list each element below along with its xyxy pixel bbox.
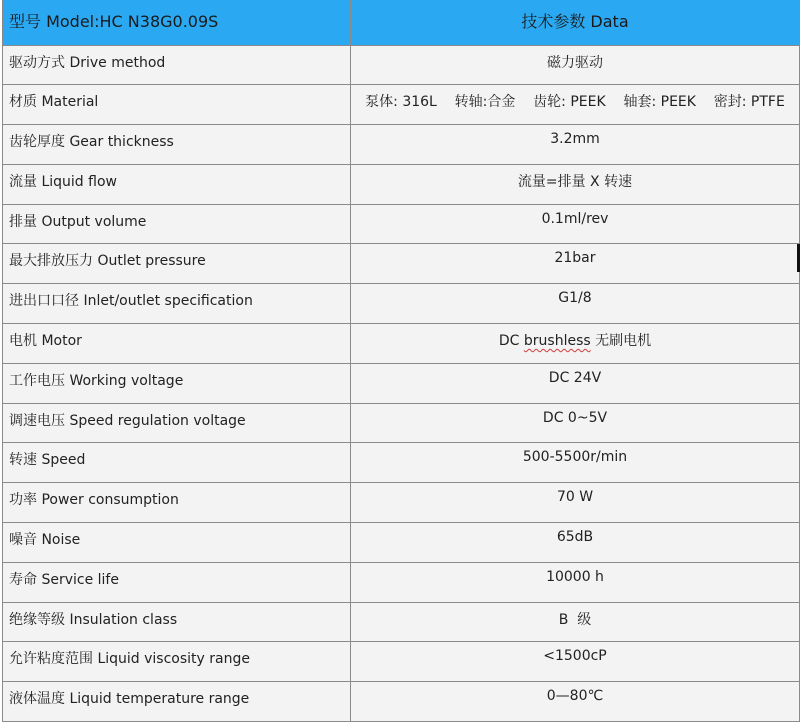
row-value-viscosity: <1500cP xyxy=(351,642,800,682)
table-row xyxy=(3,403,800,443)
row-value-working-voltage: DC 24V xyxy=(351,363,800,403)
table-row xyxy=(3,682,800,722)
table-row xyxy=(3,85,800,125)
table-row xyxy=(3,324,800,364)
motor-value-cn: 无刷电机 xyxy=(590,333,652,350)
row-label-speed: 转速 Speed xyxy=(3,443,351,483)
table-row xyxy=(3,562,800,602)
row-label-inlet-outlet: 进出口口径 Inlet/outlet specification xyxy=(3,284,351,324)
row-label-temperature: 液体温度 Liquid temperature range xyxy=(3,682,351,722)
table-row xyxy=(3,284,800,324)
row-value-drive-method: 磁力驱动 xyxy=(351,45,800,85)
row-value-noise: 65dB xyxy=(351,523,800,563)
row-label-output-volume: 排量 Output volume xyxy=(3,204,351,244)
row-label-power: 功率 Power consumption xyxy=(3,483,351,523)
table-row xyxy=(3,483,800,523)
spec-table xyxy=(2,0,800,722)
row-label-insulation: 绝缘等级 Insulation class xyxy=(3,602,351,642)
row-label-drive-method: 驱动方式 Drive method xyxy=(3,45,351,85)
row-label-noise: 噪音 Noise xyxy=(3,523,351,563)
table-row xyxy=(3,363,800,403)
row-label-outlet-pressure: 最大排放压力 Outlet pressure xyxy=(3,244,351,284)
row-value-output-volume: 0.1ml/rev xyxy=(351,204,800,244)
table-row xyxy=(3,642,800,682)
table-header-row xyxy=(3,0,800,45)
motor-value-dc: DC xyxy=(498,333,524,350)
table-row xyxy=(3,443,800,483)
row-label-liquid-flow: 流量 Liquid flow xyxy=(3,164,351,204)
table-row xyxy=(3,204,800,244)
table-row xyxy=(3,45,800,85)
row-value-power: 70 W xyxy=(351,483,800,523)
table-row xyxy=(3,164,800,204)
data-header: 技术参数 Data xyxy=(351,0,800,45)
row-label-viscosity: 允许粘度范围 Liquid viscosity range xyxy=(3,642,351,682)
row-value-liquid-flow: 流量=排量 X 转速 xyxy=(351,164,800,204)
row-value-insulation: B 级 xyxy=(351,602,800,642)
row-label-speed-regulation: 调速电压 Speed regulation voltage xyxy=(3,403,351,443)
row-value-gear-thickness: 3.2mm xyxy=(351,125,800,165)
motor-value-brushless: brushless xyxy=(523,333,591,350)
table-row xyxy=(3,523,800,563)
row-label-gear-thickness: 齿轮厚度 Gear thickness xyxy=(3,125,351,165)
row-value-motor xyxy=(351,324,800,364)
row-value-speed: 500-5500r/min xyxy=(351,443,800,483)
row-value-material: 泵体: 316L 转轴:合金 齿轮: PEEK 轴套: PEEK 密封: PTFE xyxy=(351,85,800,125)
row-label-working-voltage: 工作电压 Working voltage xyxy=(3,363,351,403)
row-value-service-life: 10000 h xyxy=(351,562,800,602)
row-value-speed-regulation: DC 0~5V xyxy=(351,403,800,443)
row-label-motor: 电机 Motor xyxy=(3,324,351,364)
table-row xyxy=(3,602,800,642)
row-label-material: 材质 Material xyxy=(3,85,351,125)
row-value-outlet-pressure: 21bar xyxy=(351,244,800,284)
row-value-inlet-outlet: G1/8 xyxy=(351,284,800,324)
row-value-temperature: 0—80℃ xyxy=(351,682,800,722)
row-label-service-life: 寿命 Service life xyxy=(3,562,351,602)
model-header: 型号 Model:HC N38G0.09S xyxy=(3,0,351,45)
table-row xyxy=(3,244,800,284)
table-row xyxy=(3,125,800,165)
